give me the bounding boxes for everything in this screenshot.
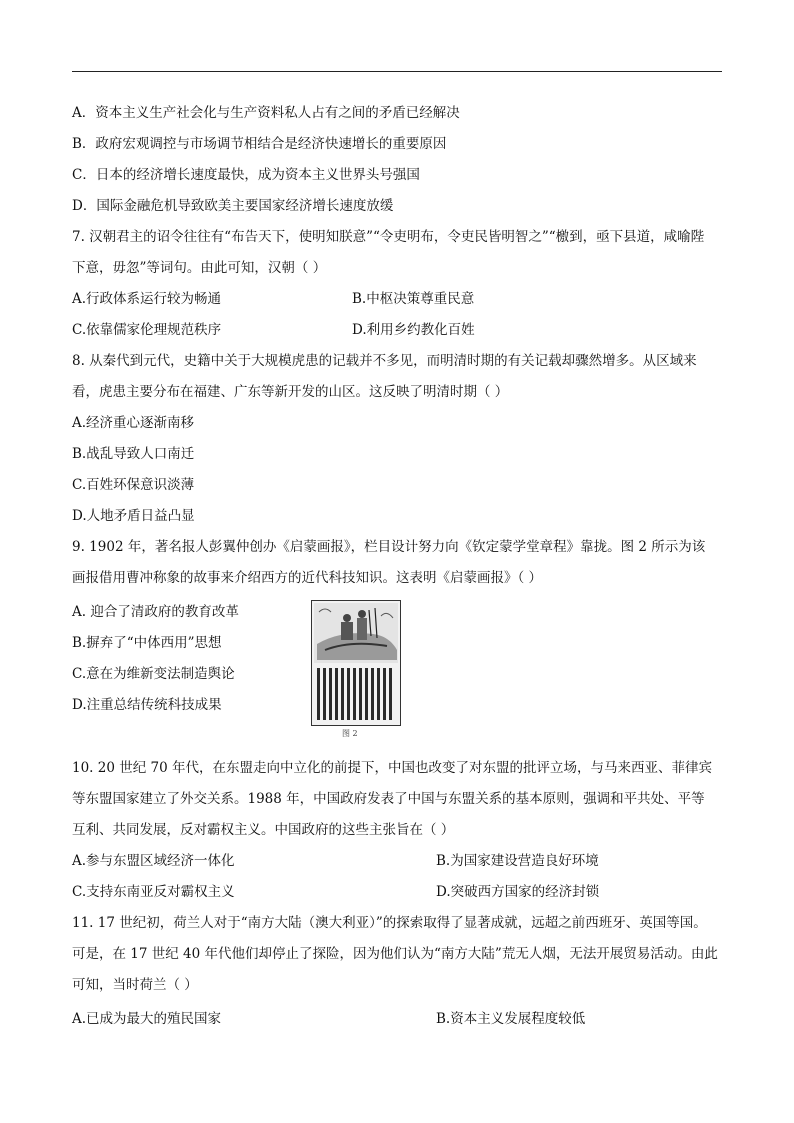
q8-stem-line2: 看，虎患主要分布在福建、广东等新开发的山区。这反映了明清时期（ ） [72, 384, 509, 400]
q6-option-a[interactable]: A．资本主义生产社会化与生产资料私人占有之间的矛盾已经解决 [72, 105, 460, 121]
q6-option-d[interactable]: D．国际金融危机导致欧美主要国家经济增长速度放缓 [72, 198, 394, 214]
q6-option-b[interactable]: B．政府宏观调控与市场调节相结合是经济快速增长的重要原因 [72, 136, 447, 152]
q9-option-a[interactable]: A. 迎合了清政府的教育改革 [72, 604, 239, 620]
q10-stem-line1: 10. 20 世纪 70 年代，在东盟走向中立化的前提下，中国也改变了对东盟的批评立场，与马来西亚、菲律宾 [72, 760, 712, 776]
q8-option-a[interactable]: A.经济重心逐渐南移 [72, 415, 195, 431]
q9-option-c[interactable]: C.意在为维新变法制造舆论 [72, 666, 235, 682]
q9-option-b[interactable]: B.摒弃了“中体西用”思想 [72, 635, 222, 651]
q10-option-d[interactable]: D.突破西方国家的经济封锁 [436, 884, 600, 900]
q10-stem-line2: 等东盟国家建立了外交关系。1988 年，中国政府发表了中国与东盟关系的基本原则，强调和平共处、平等 [72, 791, 705, 807]
q7-option-a[interactable]: A.行政体系运行较为畅通 [72, 291, 222, 307]
q11-stem-line1: 11. 17 世纪初，荷兰人对于“南方大陆（澳大利亚）”的探索取得了显著成就，远超之前西班牙、英国等国。 [72, 915, 707, 931]
q7-stem-line2: 下意，毋忽”等词句。由此可知，汉朝（ ） [72, 260, 327, 276]
q8-option-c[interactable]: C.百姓环保意识淡薄 [72, 477, 195, 493]
q9-option-d[interactable]: D.注重总结传统科技成果 [72, 697, 222, 713]
q11-stem-line3: 可知，当时荷兰（ ） [72, 977, 198, 993]
q7-stem-line1: 7. 汉朝君主的诏令往往有“布告天下，使明知朕意”“令吏明布，令吏民皆明智之”“檄到，亟下县道，咸喻陛 [72, 229, 705, 245]
q8-option-b[interactable]: B.战乱导致人口南迁 [72, 446, 195, 462]
q10-option-c[interactable]: C.支持东南亚反对霸权主义 [72, 884, 235, 900]
q11-stem-line2: 可是，在 17 世纪 40 年代他们却停止了探险，因为他们认为“南方大陆”荒无人烟，无法开展贸易活动。由此 [72, 946, 718, 962]
q7-option-c[interactable]: C.依靠儒家伦理规范秩序 [72, 322, 222, 338]
q6-option-c[interactable]: C．日本的经济增长速度最快，成为资本主义世界头号强国 [72, 167, 420, 183]
q7-option-b[interactable]: B.中枢决策尊重民意 [352, 291, 475, 307]
q9-figure-image [311, 600, 401, 740]
q9-stem-line1: 9. 1902 年，著名报人彭翼仲创办《启蒙画报》，栏目设计努力向《钦定蒙学堂章程》靠拢。图 2 所示为该 [72, 539, 706, 555]
q9-stem-line2: 画报借用曹冲称象的故事来介绍西方的近代科技知识。这表明《启蒙画报》（ ） [72, 570, 543, 586]
q8-stem-line1: 8. 从秦代到元代，史籍中关于大规模虎患的记载并不多见，而明清时期的有关记载却骤然增多。从区域来 [72, 353, 697, 369]
q9-figure-caption: 图 2 [342, 729, 358, 738]
q10-stem-line3: 互利、共同发展，反对霸权主义。中国政府的这些主张旨在（ ） [72, 822, 455, 838]
q11-option-a[interactable]: A.已成为最大的殖民国家 [72, 1011, 222, 1027]
q8-option-d[interactable]: D.人地矛盾日益凸显 [72, 508, 195, 524]
q11-option-b[interactable]: B.资本主义发展程度较低 [436, 1011, 586, 1027]
q10-option-a[interactable]: A.参与东盟区域经济一体化 [72, 853, 235, 869]
q10-option-b[interactable]: B.为国家建设营造良好环境 [436, 853, 599, 869]
header-rule [72, 71, 722, 72]
q7-option-d[interactable]: D.利用乡约教化百姓 [352, 322, 475, 338]
